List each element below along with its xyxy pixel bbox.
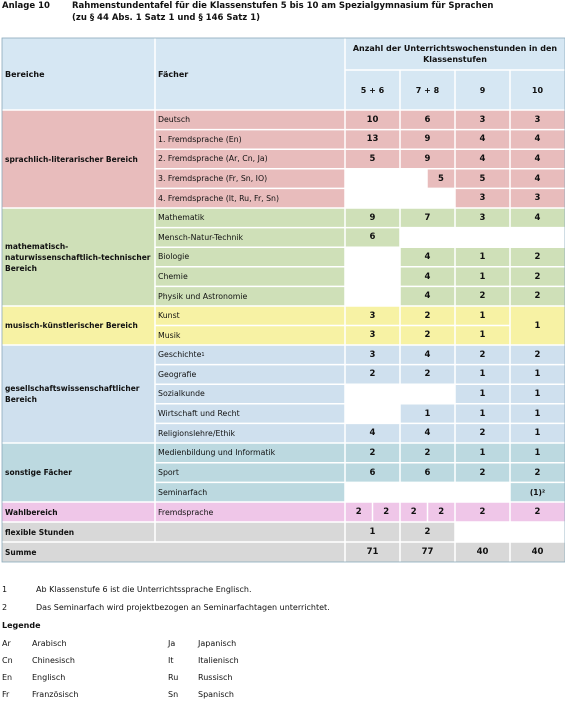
subject-sport: Sport [155,463,345,483]
value-sport-10: 2 [510,463,565,483]
legend-item: It Italienisch [168,656,239,665]
value-fs3-10: 4 [510,169,565,189]
value-mathe-10: 4 [510,208,565,228]
legend-item: Cn Chinesisch [2,656,75,665]
value-bio-7-8: 4 [400,247,455,267]
header-grade-9: 9 [455,70,510,110]
subject-deutsch: Deutsch [155,110,345,130]
value-geografie-9: 1 [455,365,510,385]
value-seminar-10: (1)² [510,482,565,502]
value-fs1-7-8: 9 [400,130,455,150]
header-subjects: Fächer [155,38,345,110]
value-fs4-10: 3 [510,188,565,208]
value-fs1-9: 4 [455,130,510,150]
subject-mathematik: Mathematik [155,208,345,228]
value-religion-10: 1 [510,423,565,443]
value-religion-7-8: 4 [400,423,455,443]
value-geschichte-7-8: 4 [400,345,455,365]
value-flex-7-8: 2 [400,522,455,542]
empty-cell [345,188,455,208]
header-group: Anzahl der Unterrichtswochenstunden in den Klassenstufen [345,38,565,70]
value-geschichte-5-6: 3 [345,345,400,365]
value-sozial-10: 1 [510,384,565,404]
empty-cell [455,522,565,542]
value-wahl-7: 2 [400,502,428,522]
empty-cell [345,482,510,502]
area-total: Summe [2,542,345,562]
subject-geografie: Geografie [155,365,345,385]
value-kunst-5-6: 3 [345,306,400,326]
value-wirtschaft-7-8: 1 [400,404,455,424]
value-flex-5-6: 1 [345,522,400,542]
value-kunst-9: 1 [455,306,510,326]
legend-item: Ar Arabisch [2,639,67,648]
value-musik-7-8: 2 [400,326,455,346]
value-musik-9: 1 [455,326,510,346]
value-medien-5-6: 2 [345,443,400,463]
empty-cell [345,384,455,404]
value-bio-9: 1 [455,247,510,267]
header-grade-7-8: 7 + 8 [400,70,455,110]
value-chemie-10: 2 [510,267,565,287]
document-title: Rahmenstundentafel für die Klassenstufen 5 bis 10 am Spezialgymnasium für Sprachen [72,1,494,11]
value-religion-5-6: 4 [345,423,400,443]
legend-title: Legende [2,621,41,630]
subject-mnt: Mensch-Natur-Technik [155,228,345,248]
value-fs1-5-6: 13 [345,130,400,150]
value-medien-7-8: 2 [400,443,455,463]
value-fs1-10: 4 [510,130,565,150]
value-musik-5-6: 3 [345,326,400,346]
subject-seminarfach: Seminarfach [155,482,345,502]
value-sozial-9: 1 [455,384,510,404]
value-physik-10: 2 [510,286,565,306]
value-deutsch-9: 3 [455,110,510,130]
value-sport-7-8: 6 [400,463,455,483]
value-geografie-10: 1 [510,365,565,385]
value-fs2-5-6: 5 [345,149,400,169]
value-fs2-7-8: 9 [400,149,455,169]
value-summe-9: 40 [455,542,510,562]
subject-fremdsprache-wahl: Fremdsprache [155,502,345,522]
value-physik-9: 2 [455,286,510,306]
subject-religion: Religionslehre/Ethik [155,423,345,443]
area-social-science: gesellschaftswissenschaftlicher Bereich [2,345,155,443]
value-deutsch-5-6: 10 [345,110,400,130]
footnote-1: 1 Ab Klassenstufe 6 ist die Unterrichtssprache Englisch. [2,585,252,594]
subject-fs1: 1. Fremdsprache (En) [155,130,345,150]
subject-biologie: Biologie [155,247,345,267]
value-wirtschaft-9: 1 [455,404,510,424]
header-grade-10: 10 [510,70,565,110]
legend-item: Fr Französisch [2,690,79,699]
value-medien-9: 1 [455,443,510,463]
legend-item: Sn Spanisch [168,690,234,699]
subject-chemie: Chemie [155,267,345,287]
value-summe-5-6: 71 [345,542,400,562]
area-other: sonstige Fächer [2,443,155,502]
subject-geschichte: Geschichte 1 [155,345,345,365]
header-areas: Bereiche [2,38,155,110]
value-kunst-7-8: 2 [400,306,455,326]
value-chemie-7-8: 4 [400,267,455,287]
value-mathe-5-6: 9 [345,208,400,228]
area-elective: Wahlbereich [2,502,155,522]
value-fs2-9: 4 [455,149,510,169]
value-mnt-5-6: 6 [345,228,400,248]
empty-cell [345,247,400,306]
value-deutsch-10: 3 [510,110,565,130]
subject-sozialkunde: Sozialkunde [155,384,345,404]
value-wahl-10: 2 [510,502,565,522]
annex-label: Anlage 10 [2,1,50,11]
subject-medien: Medienbildung und Informatik [155,443,345,463]
value-sport-9: 2 [455,463,510,483]
value-physik-7-8: 4 [400,286,455,306]
empty-cell [345,404,400,424]
value-wirtschaft-10: 1 [510,404,565,424]
legend-item: Ru Russisch [168,673,233,682]
value-wahl-6: 2 [373,502,401,522]
value-mathe-9: 3 [455,208,510,228]
value-wahl-9: 2 [455,502,510,522]
subject-fs3: 3. Fremdsprache (Fr, Sn, IO) [155,169,345,189]
area-language: sprachlich-literarischer Bereich [2,110,155,208]
value-bio-10: 2 [510,247,565,267]
area-music-art: musisch-künstlerischer Bereich [2,306,155,345]
subject-wirtschaft: Wirtschaft und Recht [155,404,345,424]
subject-fs2: 2. Fremdsprache (Ar, Cn, Ja) [155,149,345,169]
value-mathe-7-8: 7 [400,208,455,228]
empty-cell [400,169,427,189]
value-geografie-5-6: 2 [345,365,400,385]
value-fs3-8: 5 [427,169,455,189]
area-flexible: flexible Stunden [2,522,345,542]
subject-kunst: Kunst [155,306,345,326]
value-wahl-5: 2 [345,502,373,522]
value-fs4-9: 3 [455,188,510,208]
value-sport-5-6: 6 [345,463,400,483]
document-subtitle: (zu § 44 Abs. 1 Satz 1 und § 146 Satz 1) [72,13,261,23]
header-grade-5-6: 5 + 6 [345,70,400,110]
value-medien-10: 1 [510,443,565,463]
value-deutsch-7-8: 6 [400,110,455,130]
value-geschichte-9: 2 [455,345,510,365]
legend-item: Ja Japanisch [168,639,237,648]
value-geografie-7-8: 2 [400,365,455,385]
empty-cell [345,169,400,189]
subject-physik: Physik und Astronomie [155,286,345,306]
value-wahl-8: 2 [428,502,456,522]
value-fs2-10: 4 [510,149,565,169]
value-summe-7-8: 77 [400,542,455,562]
empty-cell [400,228,565,248]
legend-item: En Englisch [2,673,66,682]
subject-fs4: 4. Fremdsprache (It, Ru, Fr, Sn) [155,188,345,208]
value-geschichte-10: 2 [510,345,565,365]
value-chemie-9: 1 [455,267,510,287]
area-math-science: mathematisch-naturwissenschaftlich-technischer Bereich [2,208,155,306]
value-summe-10: 40 [510,542,565,562]
value-kunst-musik-10: 1 [510,306,565,345]
value-fs3-9: 5 [455,169,510,189]
subject-musik: Musik [155,326,345,346]
value-religion-9: 2 [455,423,510,443]
footnote-2: 2 Das Seminarfach wird projektbezogen an Seminarfachtagen unterrichtet. [2,603,330,612]
